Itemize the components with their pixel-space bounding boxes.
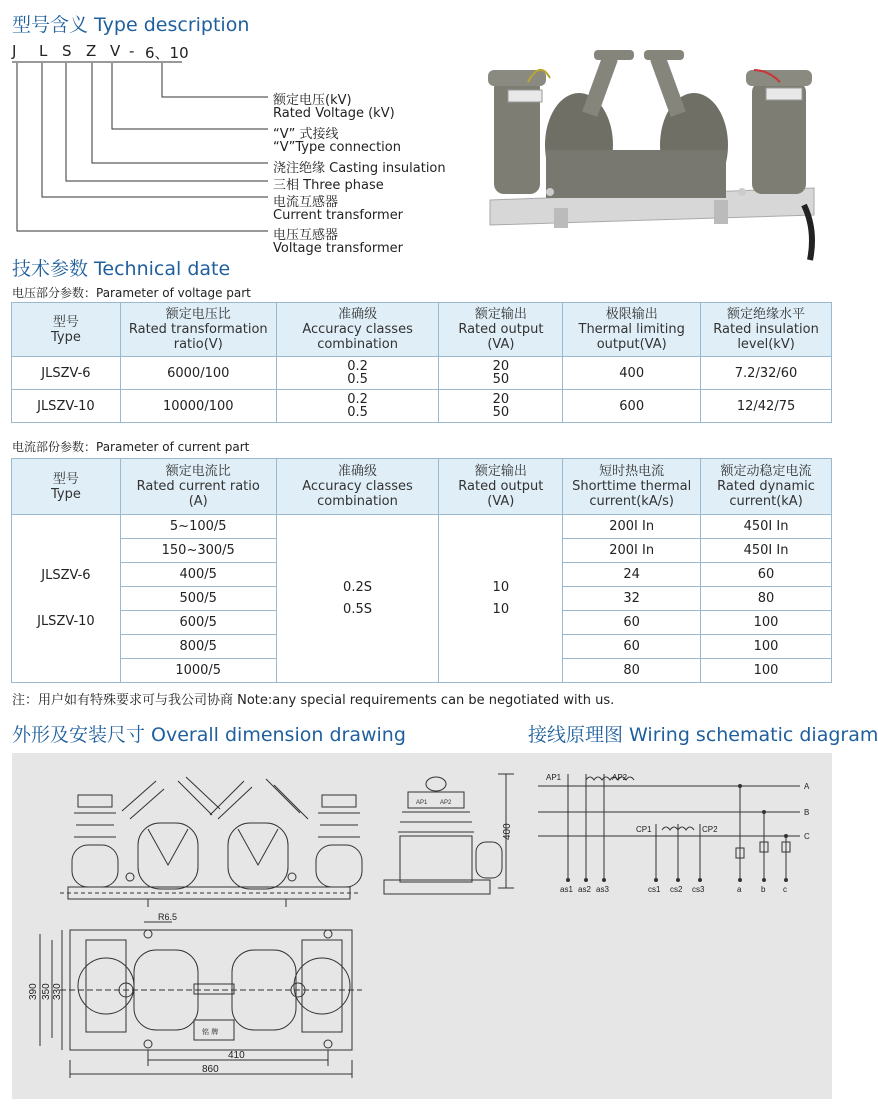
cell-ratio: 600/5 bbox=[120, 611, 276, 635]
terminal-label: as3 bbox=[596, 885, 609, 894]
cell-ratio: 150~300/5 bbox=[120, 539, 276, 563]
phase-label: B bbox=[804, 808, 810, 817]
cell-insulation: 7.2/32/60 bbox=[701, 357, 832, 390]
cell-thermal: 400 bbox=[563, 357, 701, 390]
column-header: 短时热电流 Shorttime thermal current(kA/s) bbox=[563, 459, 701, 515]
column-header: 准确级 Accuracy classes combination bbox=[276, 303, 439, 357]
column-header: 额定绝缘水平 Rated insulation level(kV) bbox=[701, 303, 832, 357]
cell-insulation: 12/42/75 bbox=[701, 390, 832, 423]
dim-width-860: 860 bbox=[202, 1064, 219, 1075]
terminal-label: b bbox=[761, 885, 766, 894]
current-table-caption: 电流部份参数：Parameter of current part bbox=[12, 440, 250, 454]
cell-ratio: 800/5 bbox=[120, 635, 276, 659]
cell-dynamic: 100 bbox=[701, 611, 832, 635]
code-letter: - bbox=[129, 42, 135, 60]
cell-dynamic: 60 bbox=[701, 563, 832, 587]
cell-thermal: 24 bbox=[563, 563, 701, 587]
column-header: 额定电压比 Rated transformation ratio(V) bbox=[120, 303, 276, 357]
cell-ratio: 10000/100 bbox=[120, 390, 276, 423]
cell-ratio: 1000/5 bbox=[120, 659, 276, 683]
cell-type: JLSZV-6 bbox=[12, 357, 121, 390]
table-row bbox=[12, 515, 832, 539]
legend-text: 电压互感器 bbox=[273, 228, 339, 243]
table-header-row bbox=[12, 303, 832, 357]
cell-thermal: 80 bbox=[563, 659, 701, 683]
legend-text: “V” 式接线 bbox=[273, 127, 339, 142]
front-elevation-drawing bbox=[60, 775, 360, 910]
terminal-label: c bbox=[783, 885, 787, 894]
wiring-label: CP2 bbox=[702, 825, 718, 834]
technical-data-title: 技术参数 Technical date bbox=[12, 258, 231, 280]
cell-accuracy-group: 0.2S 0.5S bbox=[276, 515, 439, 683]
code-letter: 6、10 bbox=[145, 44, 189, 62]
legend-text: 额定电压(kV) bbox=[273, 93, 352, 108]
table-row bbox=[12, 357, 832, 390]
code-leader-lines bbox=[0, 0, 300, 260]
cell-thermal: 32 bbox=[563, 587, 701, 611]
current-parameter-table bbox=[11, 458, 832, 683]
column-header: 型号 Type bbox=[12, 303, 121, 357]
legend-text: Rated Voltage (kV) bbox=[273, 106, 395, 121]
legend-text: 电流互感器 bbox=[273, 195, 339, 210]
voltage-parameter-table bbox=[11, 302, 832, 423]
footnote: 注：用户如有特殊要求可与我公司协商 Note:any special requirements can be negotiated with us. bbox=[12, 693, 615, 708]
column-header: 额定输出 Rated output (VA) bbox=[439, 459, 563, 515]
cell-output-group: 10 10 bbox=[439, 515, 563, 683]
type-description-title: 型号含义 Type description bbox=[12, 14, 250, 36]
legend-text: Voltage transformer bbox=[273, 241, 403, 256]
cell-thermal: 200I In bbox=[563, 539, 701, 563]
cell-dynamic: 450I In bbox=[701, 539, 832, 563]
legend-text: “V”Type connection bbox=[273, 140, 401, 155]
cell-ratio: 500/5 bbox=[120, 587, 276, 611]
dim-side-height: 400 bbox=[502, 823, 513, 840]
terminal-label: cs1 bbox=[648, 885, 661, 894]
side-elevation-drawing bbox=[378, 770, 518, 910]
wiring-schematic bbox=[538, 770, 828, 900]
cell-ratio: 5~100/5 bbox=[120, 515, 276, 539]
terminal-label: cs2 bbox=[670, 885, 683, 894]
product-photo bbox=[484, 40, 824, 260]
dim-height-350: 350 bbox=[41, 983, 52, 1000]
dim-width-410: 410 bbox=[228, 1050, 245, 1061]
cell-thermal: 600 bbox=[563, 390, 701, 423]
cell-output: 20 50 bbox=[439, 390, 563, 423]
terminal-label: cs3 bbox=[692, 885, 705, 894]
cell-output: 20 50 bbox=[439, 357, 563, 390]
dimension-drawing-title: 外形及安装尺寸 Overall dimension drawing bbox=[12, 724, 406, 746]
cell-ratio: 6000/100 bbox=[120, 357, 276, 390]
wiring-label: AP2 bbox=[612, 773, 628, 782]
dim-height-390: 390 bbox=[28, 983, 39, 1000]
voltage-table-caption: 电压部分参数：Parameter of voltage part bbox=[12, 286, 251, 300]
column-header: 额定输出 Rated output (VA) bbox=[439, 303, 563, 357]
cell-dynamic: 100 bbox=[701, 635, 832, 659]
legend-text: 三相 Three phase bbox=[273, 178, 384, 193]
code-letter: L bbox=[39, 42, 48, 60]
code-letter: Z bbox=[86, 42, 97, 60]
phase-label: A bbox=[804, 782, 810, 791]
cell-dynamic: 450I In bbox=[701, 515, 832, 539]
cell-type-group: JLSZV-6 JLSZV-10 bbox=[12, 515, 121, 683]
wiring-diagram-title: 接线原理图 Wiring schematic diagram bbox=[528, 724, 878, 746]
code-letter: S bbox=[62, 42, 72, 60]
column-header: 准确级 Accuracy classes combination bbox=[276, 459, 439, 515]
cell-accuracy: 0.2 0.5 bbox=[276, 390, 439, 423]
dim-radius: R6.5 bbox=[158, 912, 178, 922]
cell-thermal: 60 bbox=[563, 611, 701, 635]
legend-text: 浇注绝缘 Casting insulation bbox=[273, 161, 446, 176]
terminal-label: as1 bbox=[560, 885, 573, 894]
column-header: 额定电流比 Rated current ratio (A) bbox=[120, 459, 276, 515]
cell-dynamic: 80 bbox=[701, 587, 832, 611]
column-header: 型号 Type bbox=[12, 459, 121, 515]
cell-type: JLSZV-10 bbox=[12, 390, 121, 423]
plan-view-drawing bbox=[22, 910, 372, 1080]
legend-text: Current transformer bbox=[273, 208, 404, 223]
side-terminal-label: AP2 bbox=[440, 800, 452, 806]
column-header: 额定动稳定电流 Rated dynamic current(kA) bbox=[701, 459, 832, 515]
phase-label: C bbox=[804, 832, 810, 841]
code-letter: J bbox=[12, 42, 17, 60]
terminal-label: as2 bbox=[578, 885, 591, 894]
table-row bbox=[12, 390, 832, 423]
wiring-label: AP1 bbox=[546, 773, 562, 782]
terminal-label: a bbox=[737, 885, 742, 894]
table-header-row bbox=[12, 459, 832, 515]
wiring-label: CP1 bbox=[636, 825, 652, 834]
dim-height-330: 330 bbox=[52, 983, 63, 1000]
cell-thermal: 200I In bbox=[563, 515, 701, 539]
code-letter: V bbox=[110, 42, 121, 60]
side-terminal-label: AP1 bbox=[416, 800, 428, 806]
cell-thermal: 60 bbox=[563, 635, 701, 659]
cell-accuracy: 0.2 0.5 bbox=[276, 357, 439, 390]
cell-ratio: 400/5 bbox=[120, 563, 276, 587]
cell-dynamic: 100 bbox=[701, 659, 832, 683]
column-header: 极限输出 Thermal limiting output(VA) bbox=[563, 303, 701, 357]
nameplate-label: 铭 牌 bbox=[202, 1028, 219, 1036]
